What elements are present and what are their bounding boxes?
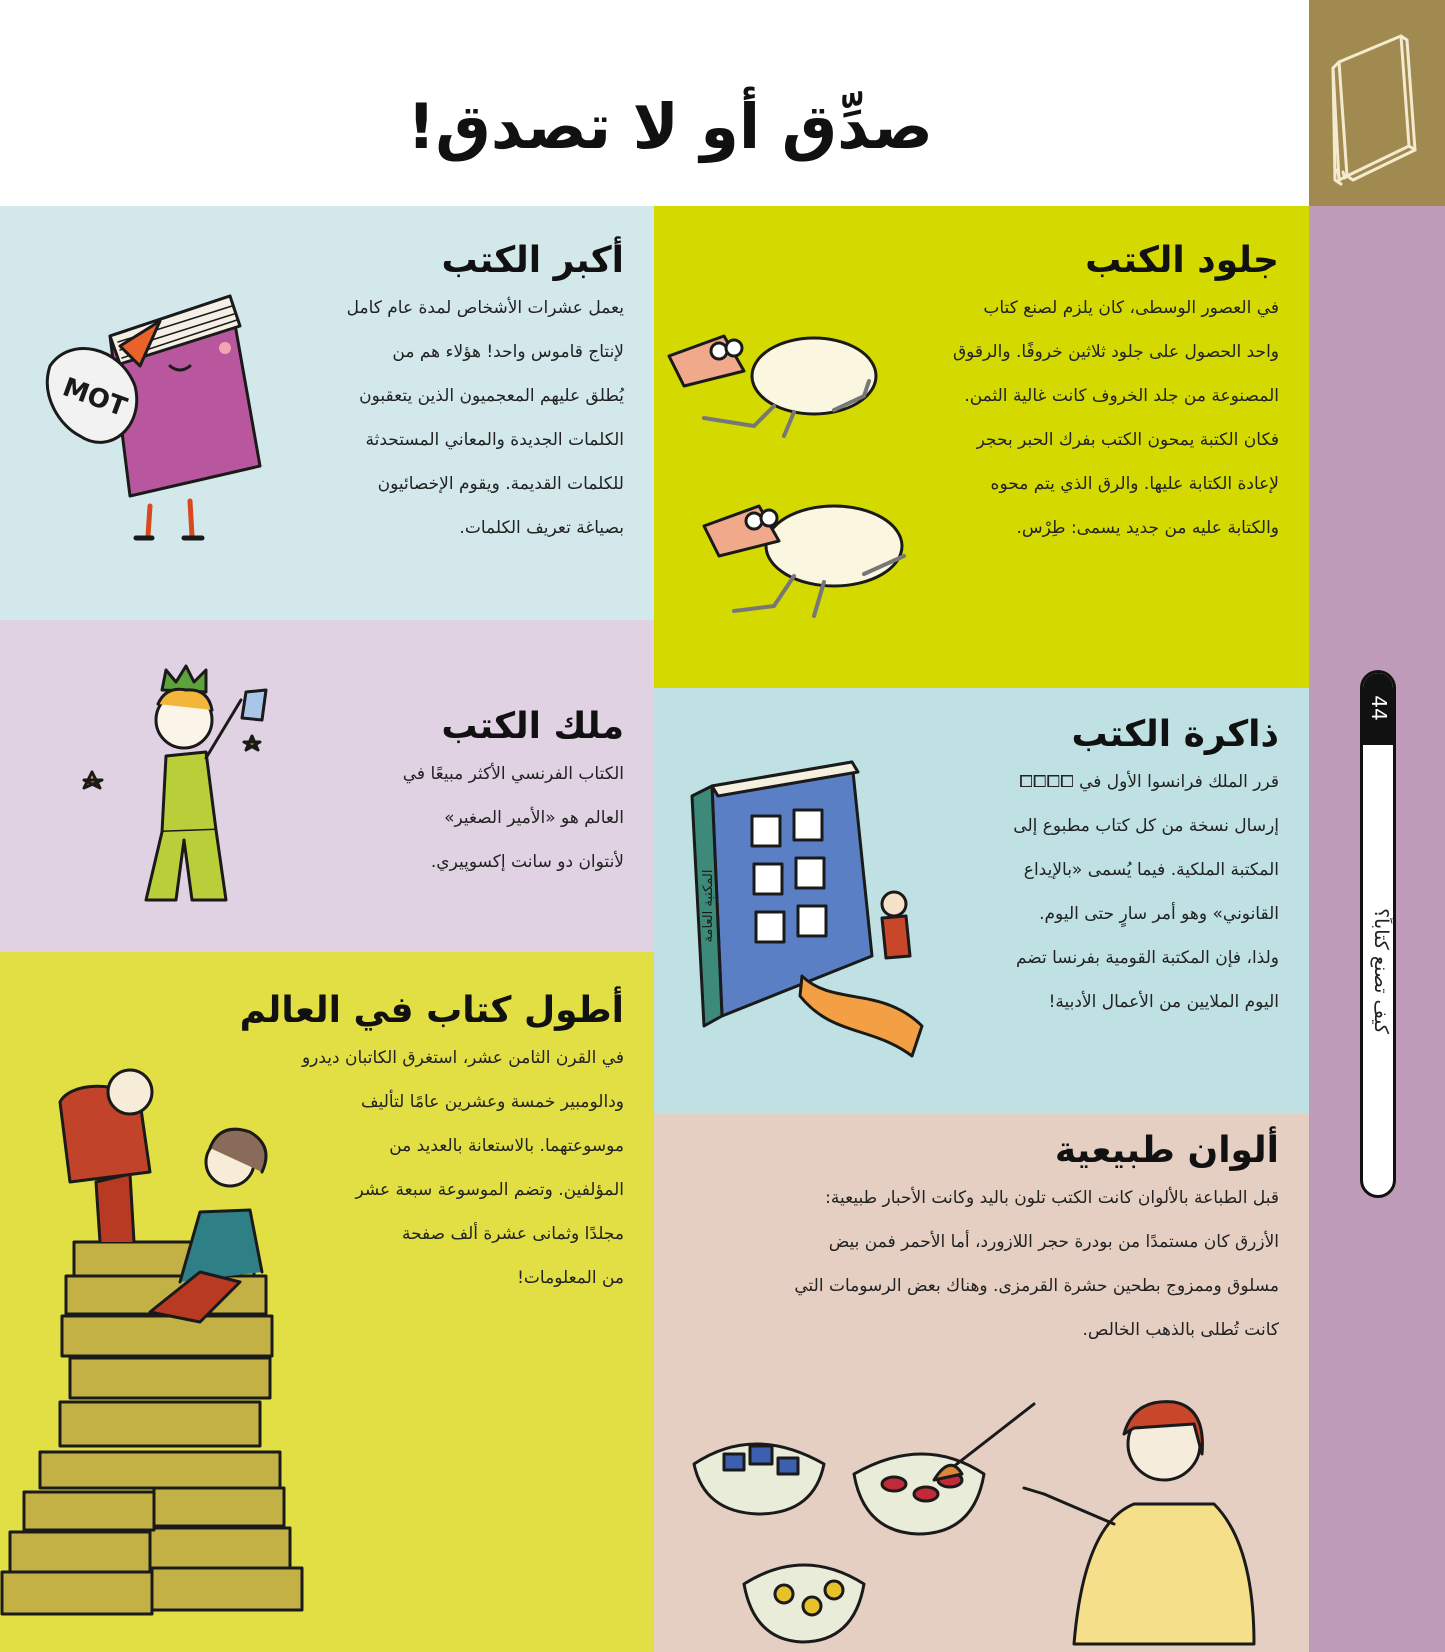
text-line: فكان الكتبة يمحون الكتب بفرك الحبر بحجر	[976, 430, 1279, 450]
chapter-tab	[1360, 670, 1396, 1198]
text-line: والكتابة عليه من جديد يسمى: طِرْس.	[1016, 518, 1279, 538]
text-line: واحد الحصول على جلود ثلاثين خروفًا. والرقوق	[952, 342, 1279, 362]
text-line: الأزرق كان مستمدًا من بودرة حجر اللازورد، أما الأحمر فمن بيض	[828, 1232, 1279, 1252]
text-line: المصنوعة من جلد الخروف كانت غالية الثمن.	[964, 386, 1279, 406]
text-line: الكتاب الفرنسي الأكثر مبيعًا في	[402, 764, 624, 784]
section-body-longest	[302, 1036, 624, 1300]
text-line: مسلوق وممزوج بطحين حشرة القرمزى. وهناك بعض الرسومات التي	[794, 1276, 1279, 1296]
sheep-illustration	[664, 306, 924, 636]
section-title-colors: ألوان طبيعية	[1054, 1130, 1279, 1171]
text-line: اليوم الملايين من الأعمال الأدبية!	[1048, 992, 1279, 1012]
text-line: مجلدًا وثمانى عشرة ألف صفحة	[401, 1224, 624, 1244]
book-icon	[1309, 0, 1445, 206]
section-title-biggest: أكبر الكتب	[441, 240, 624, 281]
text-line: لإعادة الكتابة عليها. والرق الذي يتم محوه	[990, 474, 1279, 494]
text-line: قبل الطباعة بالألوان كانت الكتب تلون باليد وكانت الأحبار طبيعية:	[825, 1188, 1279, 1208]
text-line: بصياغة تعريف الكلمات.	[459, 518, 624, 538]
text-line: يعمل عشرات الأشخاص لمدة عام كامل	[346, 298, 624, 318]
section-title-king: ملك الكتب	[441, 706, 624, 747]
text-line: ولذا، فإن المكتبة القومية بفرنسا تضم	[1015, 948, 1279, 968]
panel-longest-book	[0, 952, 654, 1652]
book-spine-label: المكتبة العامة	[701, 869, 716, 943]
text-line: في القرن الثامن عشر، استغرق الكاتبان ديدرو	[301, 1048, 624, 1068]
section-body-covers	[953, 286, 1279, 550]
text-line: قرر الملك فرانسوا الأول في ⧠⧠⧠⧠	[1019, 772, 1279, 792]
panel-memory-of-books	[654, 688, 1309, 1114]
section-title-covers: جلود الكتب	[1085, 240, 1279, 281]
little-prince-illustration	[66, 660, 286, 910]
page-number: 44	[1367, 695, 1391, 721]
text-line: لأنتوان دو سانت إكسوپيري.	[430, 852, 624, 872]
panel-natural-colors	[654, 1114, 1309, 1652]
section-body-colors	[794, 1176, 1279, 1352]
chapter-tab-label: كيف تصنع كتاباً؟	[1370, 908, 1392, 1034]
dictionary-monster-illustration	[40, 286, 270, 546]
panel-book-covers	[654, 206, 1309, 688]
section-title-longest: أطول كتاب في العالم	[239, 990, 624, 1031]
text-line: لإنتاج قاموس واحد! هؤلاء هم من	[392, 342, 624, 362]
text-line: للكلمات القديمة. ويقوم الإخصائيون	[377, 474, 624, 494]
page-title: صدِّق أو لا تصدق!	[407, 90, 933, 163]
library-book-building-illustration	[682, 756, 952, 1056]
section-body-memory	[1013, 760, 1279, 1024]
section-body-biggest	[347, 286, 624, 550]
text-line: العالم هو «الأمير الصغير»	[444, 808, 624, 828]
text-line: ودالومبير خمسة وعشرين عامًا لتأليف	[360, 1092, 624, 1112]
section-body-king	[403, 752, 624, 884]
panel-king-of-books	[0, 620, 654, 952]
text-line: موسوعتهما. بالاستعانة بالعديد من	[389, 1136, 624, 1156]
section-title-memory: ذاكرة الكتب	[1071, 714, 1279, 755]
panel-biggest-books	[0, 206, 654, 620]
text-line: في العصور الوسطى، كان يلزم لصنع كتاب	[983, 298, 1279, 318]
text-line: المؤلفين. وتضم الموسوعة سبعة عشر	[355, 1180, 624, 1200]
text-line: يُطلق عليهم المعجميون الذين يتعقبون	[359, 386, 624, 406]
text-line: المكتبة الملكية. فيما يُسمى «بالإيداع	[1023, 860, 1279, 880]
text-line: كانت تُطلى بالذهب الخالص.	[1082, 1320, 1279, 1340]
text-line: القانوني» وهو أمر سارٍ حتى اليوم.	[1039, 904, 1279, 924]
encyclopedia-stack-illustration	[0, 1062, 320, 1652]
corner-badge	[1309, 0, 1445, 206]
text-line: من المعلومات!	[517, 1268, 624, 1288]
text-line: الكلمات الجديدة والمعاني المستحدثة	[365, 430, 624, 450]
text-line: إرسال نسخة من كل كتاب مطبوع إلى	[1013, 816, 1279, 836]
mot-text: MOT	[58, 372, 131, 423]
pigment-bowls-illustration	[694, 1384, 1284, 1652]
